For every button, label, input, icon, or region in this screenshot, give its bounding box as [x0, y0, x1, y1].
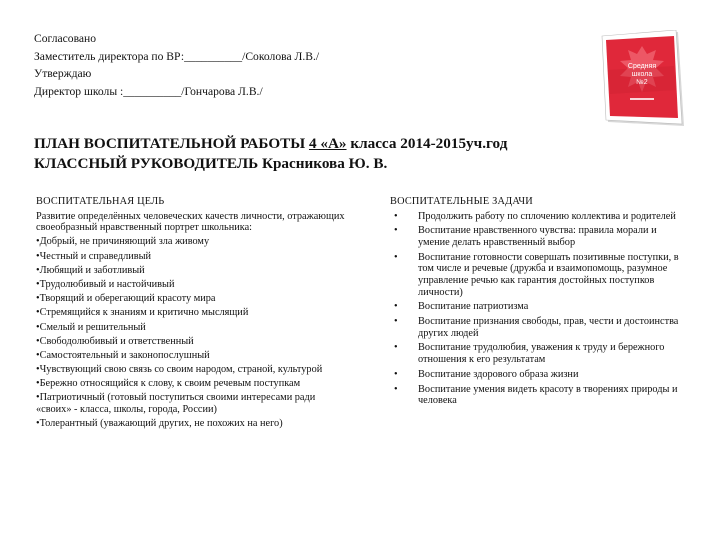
task-text: Воспитание готовности совершать позитивные поступки, в том числе и речевые (дружба и взаимопомощь, разумное управление речью как гарантия достойных поступков личности) [418, 251, 679, 298]
plan-title [34, 134, 684, 174]
goal-item: •Самостоятельный и законопослушный [36, 349, 210, 361]
stamp-text-line-3: №2 [636, 79, 648, 86]
tasks-section [390, 196, 690, 410]
goal-item: •Стремящийся к знаниям и критично мыслящий [36, 307, 249, 319]
task-bullet: • [394, 301, 398, 313]
goal-item: •Патриотичный (готовый поступиться своими интересами ради «своих» - класса, школы, города, России) [36, 392, 316, 416]
task-item [390, 316, 690, 339]
approval-agreed-label: Согласовано [34, 32, 97, 45]
task-text: Воспитание признания свободы, прав, чести и достоинства других людей [418, 316, 679, 339]
task-text: Воспитание здорового образа жизни [418, 368, 579, 380]
goal-item: •Творящий и оберегающий красоту мира [36, 293, 216, 305]
tasks-list [390, 211, 690, 407]
goal-item: •Бережно относящийся к слову, к своим речевым поступкам [36, 378, 301, 390]
task-item [390, 252, 690, 298]
task-bullet: • [394, 316, 398, 328]
task-item [390, 301, 690, 313]
goal-item: •Толерантный (уважающий других, не похожих на него) [36, 418, 283, 430]
goal-heading: ВОСПИТАТЕЛЬНАЯ ЦЕЛЬ [36, 196, 165, 207]
plan-title-year: класса 2014-2015уч.год [346, 135, 508, 152]
task-text: Воспитание умения видеть красоту в творениях природы и человека [418, 383, 678, 407]
task-bullet: • [394, 251, 398, 263]
task-item [390, 211, 690, 223]
goal-item: •Любящий и заботливый [36, 264, 145, 276]
task-bullet: • [394, 210, 398, 222]
plan-title-text: ПЛАН ВОСПИТАТЕЛЬНОЙ РАБОТЫ [34, 135, 309, 152]
school-emblem-icon [598, 30, 686, 130]
teacher-name: Красникова Ю. В. [261, 155, 388, 172]
goal-item: •Смелый и решительный [36, 321, 146, 333]
teacher-label: КЛАССНЫЙ РУКОВОДИТЕЛЬ [34, 155, 262, 172]
task-item [390, 342, 690, 365]
goal-list [36, 236, 348, 429]
goal-item: •Чувствующий свою связь со своим народом, страной, культурой [36, 364, 323, 376]
plan-title-line-1 [34, 134, 684, 154]
plan-title-line-2 [34, 154, 684, 174]
approval-approved-label: Утверждаю [34, 67, 92, 80]
stamp-text-line-2: школа [631, 71, 653, 78]
goal-intro: Развитие определённых человеческих качеств личности, отражающих своеобразный нравственный портрет школьника: [36, 210, 345, 234]
class-name: 4 «А» [308, 135, 347, 152]
task-bullet: • [394, 368, 398, 380]
task-text: Воспитание нравственного чувства: правила морали и умение делать нравственный выбор [418, 225, 657, 248]
task-item [390, 369, 690, 381]
tasks-heading: ВОСПИТАТЕЛЬНЫЕ ЗАДАЧИ [390, 196, 533, 207]
director-line: Директор школы :__________/Гончарова Л.В./ [34, 84, 263, 98]
task-item [390, 225, 690, 248]
stamp-text-line-1: Средняя [627, 63, 657, 70]
approval-block [34, 30, 554, 100]
task-text: Воспитание патриотизма [418, 301, 529, 313]
goal-item: •Трудолюбивый и настойчивый [36, 278, 175, 290]
goal-section [36, 196, 348, 432]
task-item [390, 384, 690, 407]
task-bullet: • [394, 342, 398, 354]
deputy-director-line: Заместитель директора по ВР:__________/Соколова Л.В./ [34, 49, 320, 63]
task-text: Воспитание трудолюбия, уважения к труду и бережного отношения к его результатам [418, 342, 665, 366]
task-text: Продолжить работу по сплочению коллектива и родителей [418, 210, 676, 222]
goal-item: •Добрый, не причиняющий зла живому [36, 236, 210, 248]
task-bullet: • [394, 225, 398, 237]
goal-item: •Свободолюбивый и ответственный [36, 335, 194, 347]
task-bullet: • [394, 383, 398, 395]
goal-item: •Честный и справедливый [36, 250, 152, 262]
